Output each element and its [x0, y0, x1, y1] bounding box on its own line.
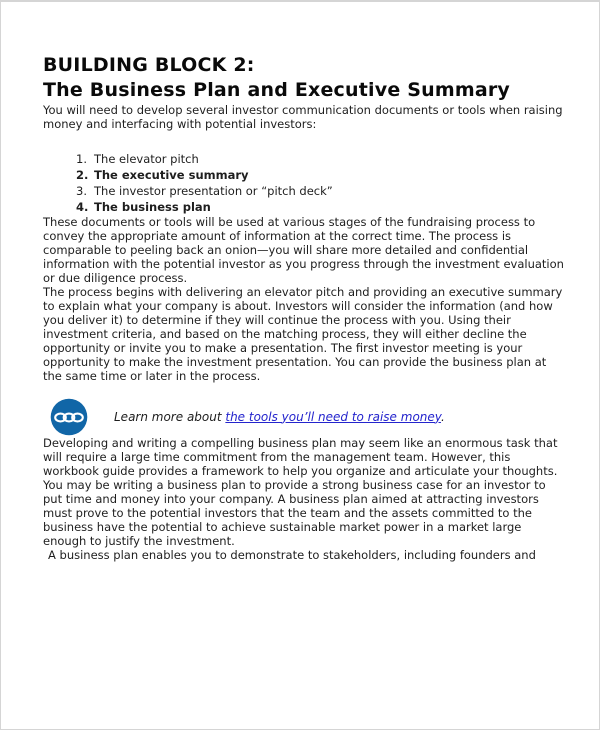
list-item-number: 3.	[76, 184, 87, 198]
list-item	[76, 167, 565, 183]
list-item-text: The investor presentation or “pitch deck”	[94, 184, 333, 198]
list-item	[76, 183, 565, 199]
callout-prefix: Learn more about	[114, 409, 226, 424]
list-item-number: 1.	[76, 152, 87, 166]
list-item	[76, 151, 565, 167]
list-item	[76, 199, 565, 215]
list-item-text: The executive summary	[94, 168, 249, 182]
page-title	[43, 53, 565, 103]
paragraph-developing: Developing and writing a compelling business plan may seem like an enormous task that will require a large time commitment from the management team. However, this workbook guide provides a framework to help you organize and articulate your thoughts. You may be writing a business plan to provide a strong business case for an investor to put time and money into your company. A business plan aimed at attracting investors must prove to the potential investors that the team and the assets committed to the business have the potential to achieve sustainable market power in a market large enough to justify the investment.	[43, 436, 558, 548]
list-item-text: The elevator pitch	[94, 152, 199, 166]
raise-money-tools-link[interactable]: the tools you’ll need to raise money	[225, 409, 441, 424]
paragraph-stages: These documents or tools will be used at various stages of the fundraising process to convey the appropriate amount of information at the correct time. The process is comparable to peeling back an onion—you will share more detailed and confidential information with the potential investor as you progress through the investment evaluation or due diligence process.	[43, 215, 564, 285]
intro-paragraph: You will need to develop several investor communication documents or tools when raising money and interfacing with potential investors:	[43, 103, 563, 131]
list-item-number: 2.	[76, 168, 89, 182]
callout-sentence	[114, 410, 445, 425]
list-item-text: The business plan	[94, 200, 211, 214]
title-line-1: BUILDING BLOCK 2:	[43, 54, 255, 76]
page-content	[1, 2, 599, 562]
paragraph-process: The process begins with delivering an elevator pitch and providing an executive summary to explain what your company is about. Investors will consider the information (and how you deliver it) to determine if they will continue the process with you. Using their investment criteria, and based on the matching process, they will either decline the opportunity or invite you to make a presentation. The first investor meeting is your opportunity to make the investment presentation. You can provide the business plan at the same time or later in the process.	[43, 285, 563, 383]
chain-link-icon	[50, 398, 88, 436]
list-item-number: 4.	[76, 200, 89, 214]
title-line-2: The Business Plan and Executive Summary	[43, 79, 511, 101]
paragraph-enables: A business plan enables you to demonstrate to stakeholders, including founders and	[48, 548, 536, 562]
investor-documents-list	[43, 151, 565, 215]
learn-more-callout	[50, 398, 565, 436]
callout-suffix: .	[440, 409, 445, 424]
